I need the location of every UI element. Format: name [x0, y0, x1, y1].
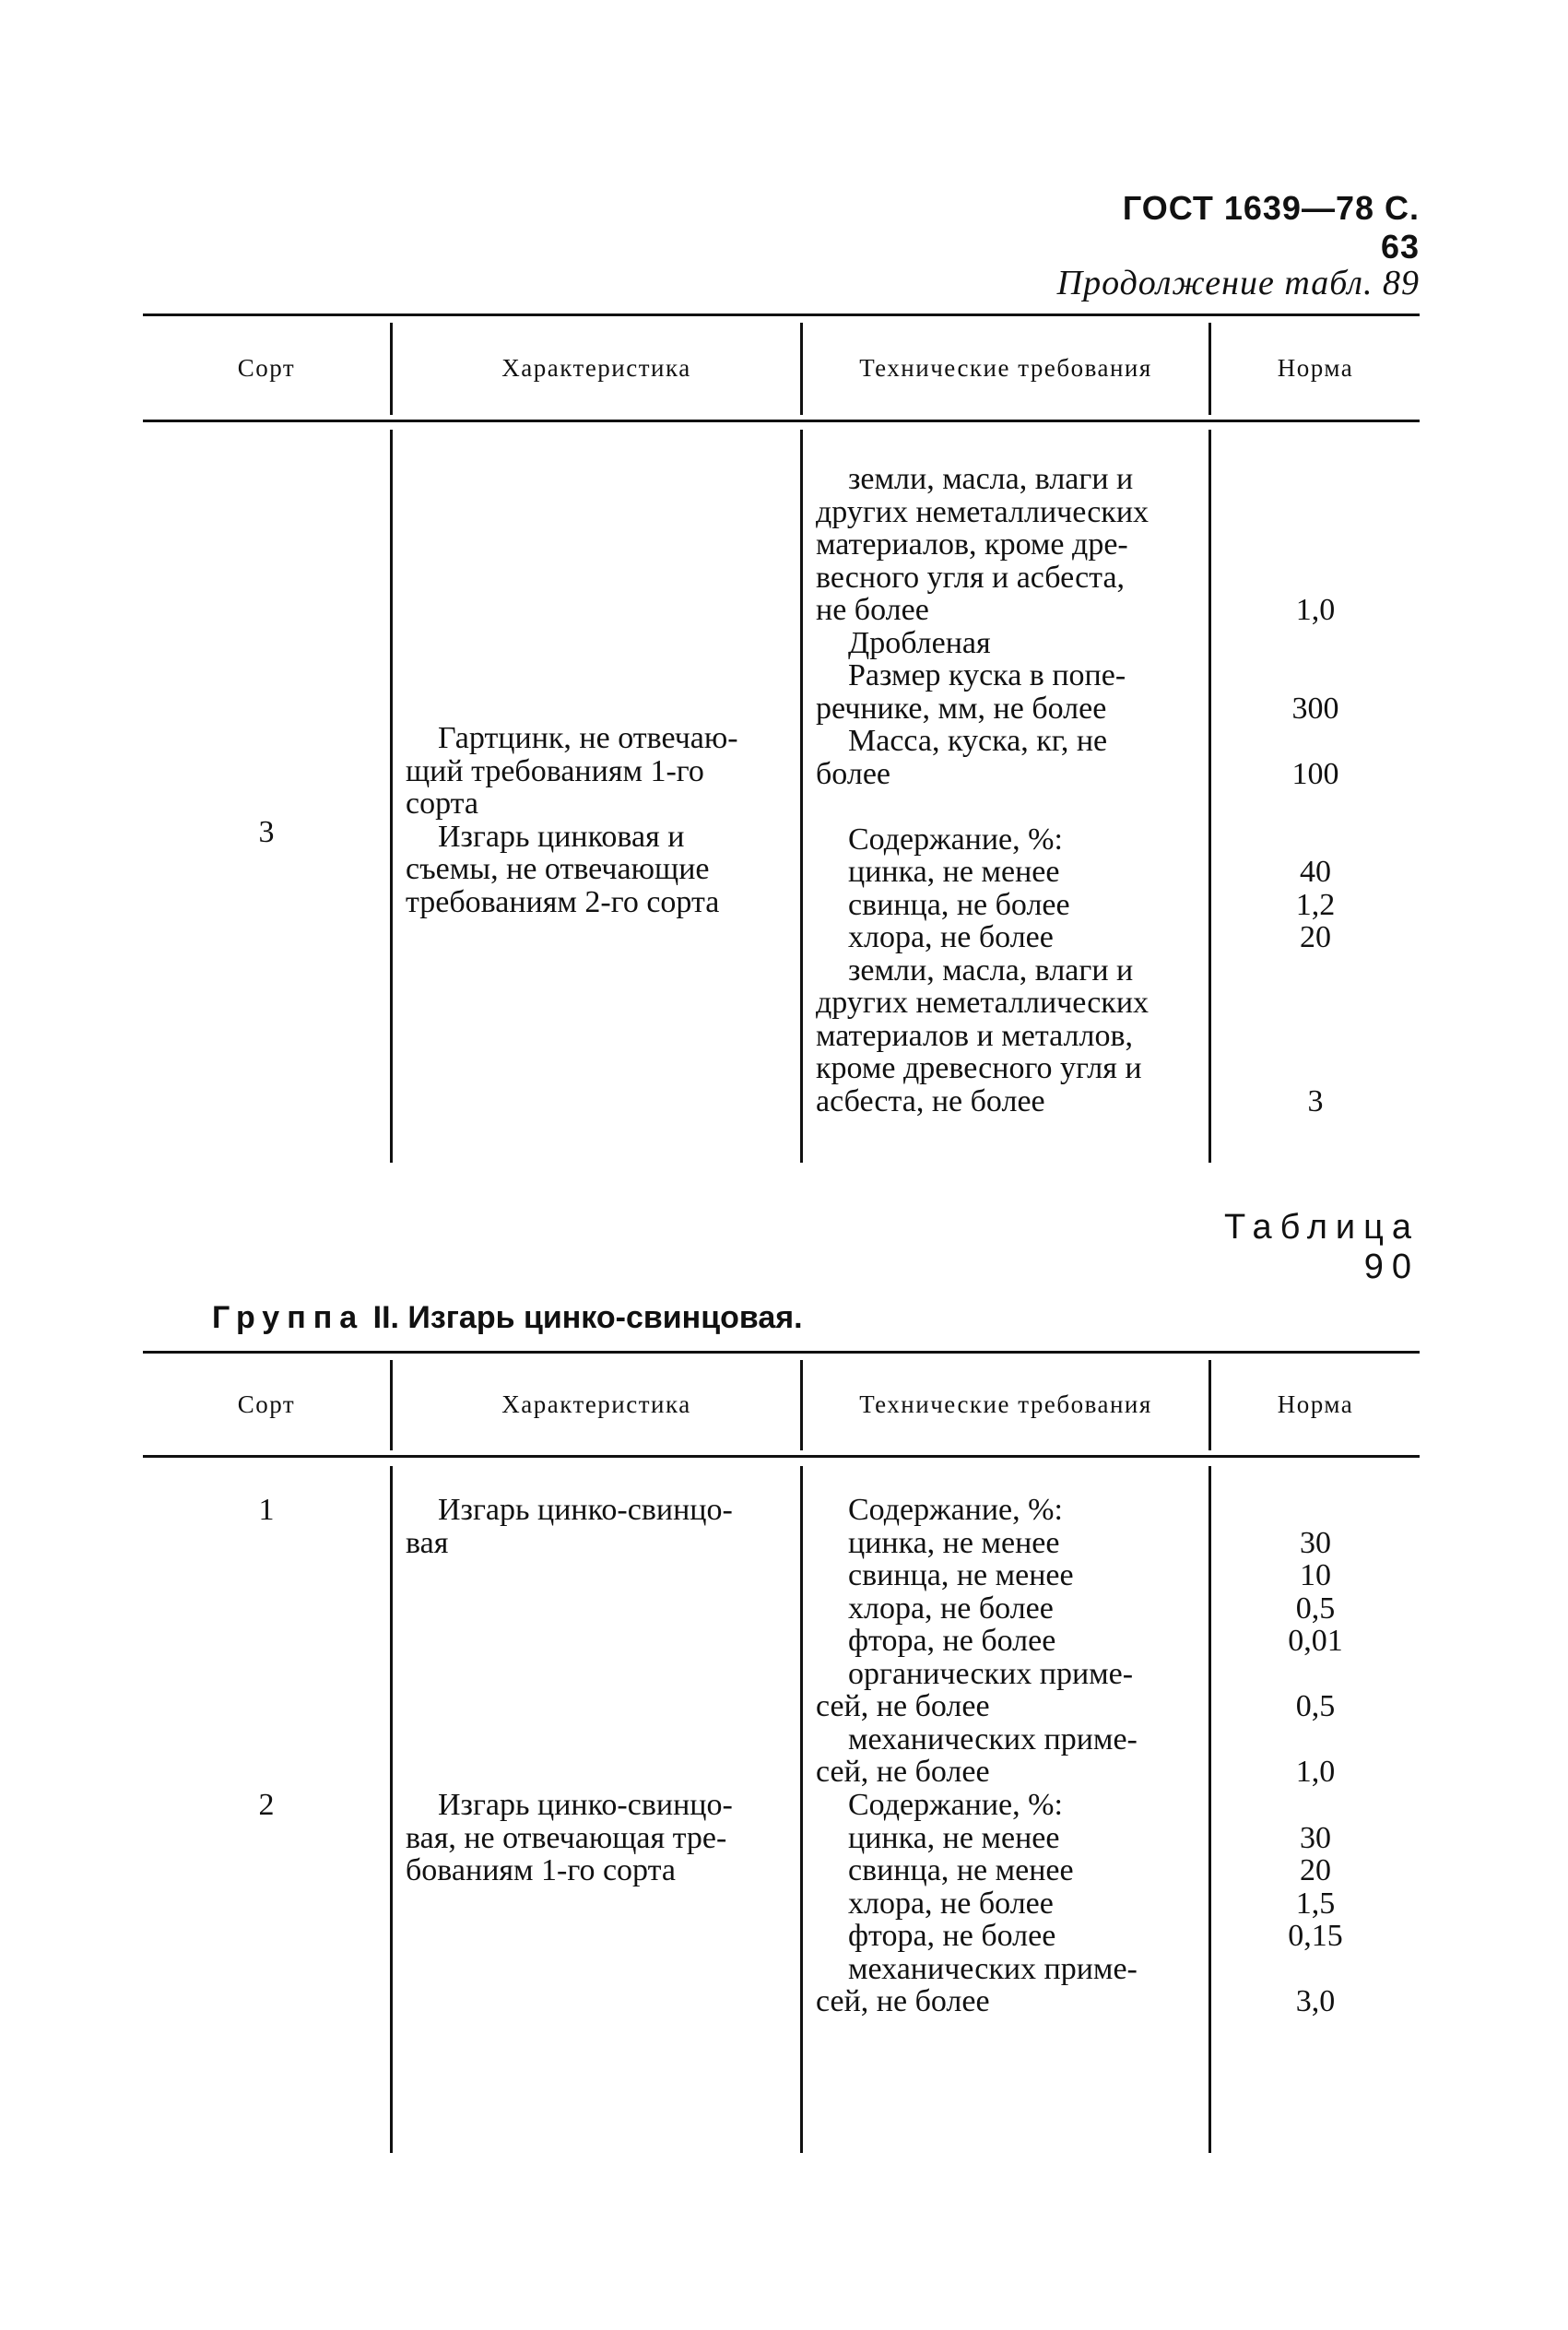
grade-cell: 1 — [258, 1493, 275, 1527]
continuation-caption: Продолжение табл. 89 — [1056, 264, 1420, 302]
column-header-requirements: Технические требования — [859, 354, 1152, 382]
header-bottom-rule — [143, 1455, 1420, 1458]
table-90-label: Таблица 90 — [1224, 1208, 1420, 1286]
column-divider — [800, 430, 803, 1163]
norm-cell: 30 20 1,5 0,15 3,0 — [1288, 1820, 1343, 2018]
grade-cell: 3 — [258, 815, 275, 849]
requirements-cell: Содержание, %: цинка, не менее свинца, не менее хлора, не более фтора, не более органических приме- сей, не более механических приме- сей, не более — [816, 1493, 1138, 1789]
requirements-cell: Содержание, %: цинка, не менее свинца, не менее хлора, не более фтора, не более механических приме- сей, не более — [816, 1788, 1138, 2018]
column-header-grade: Сорт — [237, 1390, 296, 1418]
requirements-cell: земли, масла, влаги и других неметаллических материалов, кроме дре- весного угля и асбеста, не более Дробленая Размер куска в попе- речнике, мм, не более Масса, куска, кг, не более Содержание, %: цинка, не менее свинца, не более хлора, не более земли, масла, влаги и других неметаллических материалов и металлов, кроме древесного угля и асбеста, не более — [816, 462, 1149, 1118]
norm-cell: 30 10 0,5 0,01 0,5 1,0 — [1288, 1525, 1343, 1789]
column-header-norm: Норма — [1277, 354, 1354, 382]
column-divider — [800, 1466, 803, 2153]
group-title: Группа II. Изгарь цинко-свинцовая. — [212, 1300, 803, 1335]
header-bottom-rule — [143, 420, 1420, 422]
column-header-characteristic: Характеристика — [501, 1390, 691, 1418]
column-header-requirements: Технические требования — [859, 1390, 1152, 1418]
column-header-characteristic: Характеристика — [501, 354, 691, 382]
column-header-norm: Норма — [1277, 1390, 1354, 1418]
table-top-rule — [143, 1351, 1420, 1354]
page-reference: ГОСТ 1639—78 С. 63 — [1122, 189, 1420, 266]
column-header-grade: Сорт — [237, 354, 296, 382]
grade-cell: 2 — [258, 1788, 275, 1822]
column-divider — [390, 1466, 393, 2153]
norm-cell: 1,0 300 100 40 1,2 20 3 — [1291, 593, 1339, 1118]
characteristic-cell: Гартцинк, не отвечаю- щий требованиям 1-го сорта Изгарь цинковая и съемы, не отвечающие требованиям 2-го сорта — [406, 721, 738, 919]
column-divider — [390, 430, 393, 1163]
characteristic-cell: Изгарь цинко-свинцо- вая, не отвечающая тре- бованиям 1-го сорта — [406, 1788, 733, 1887]
table-top-rule — [143, 313, 1420, 316]
characteristic-cell: Изгарь цинко-свинцо- вая — [406, 1493, 733, 1560]
